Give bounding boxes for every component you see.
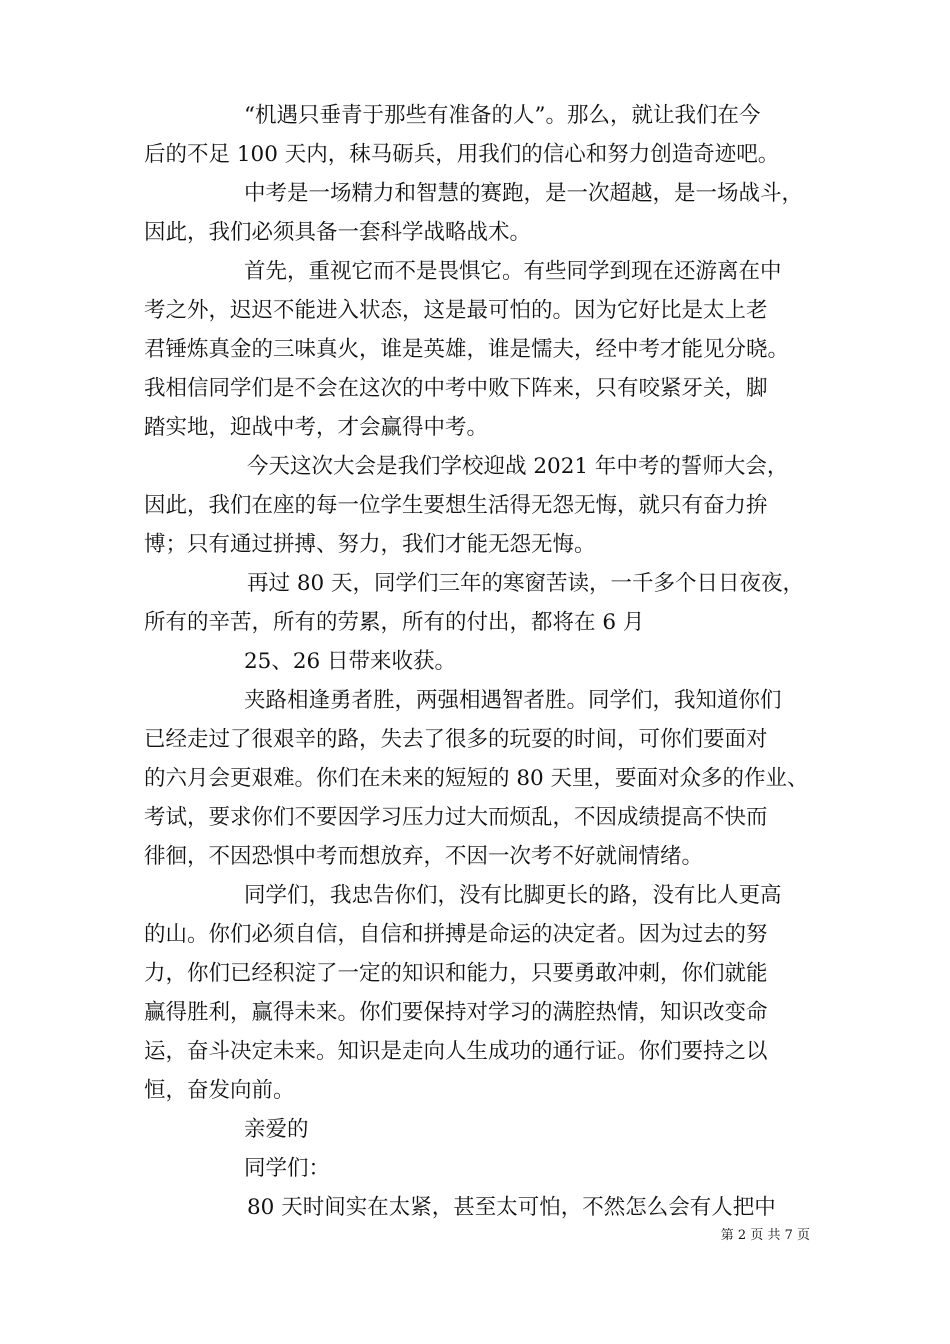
paragraph-line: 首先，重视它而不是畏惧它。有些同学到现在还游离在中 [244, 259, 782, 284]
paragraph-line: 博；只有通过拼搏、努力，我们才能无怨无悔。 [144, 532, 596, 557]
paragraph-line: 考之外，迟迟不能进入状态，这是最可怕的。因为它好比是太上老 [144, 298, 768, 323]
page-number-footer: 第 2 页 共 7 页 [720, 1228, 810, 1243]
paragraph-line: 的六月会更艰难。你们在未来的短短的 80 天里，要面对众多的作业、 [144, 766, 809, 791]
paragraph-line: 君锤炼真金的三味真火，谁是英雄，谁是懦夫，经中考才能见分晓。 [144, 337, 790, 362]
paragraph-line: 夹路相逢勇者胜，两强相遇智者胜。同学们，我知道你们 [244, 688, 782, 713]
paragraph-line: 力，你们已经积淀了一定的知识和能力，只要勇敢冲刺，你们就能 [144, 961, 768, 986]
paragraph-line: 踏实地，迎战中考，才会赢得中考。 [144, 415, 489, 440]
paragraph-line: 因此，我们必须具备一套科学战略战术。 [144, 220, 532, 245]
paragraph-line: 中考是一场精力和智慧的赛跑，是一次超越，是一场战斗， [244, 181, 804, 206]
paragraph-line: 恒，奋发向前。 [144, 1078, 295, 1103]
salutation-line: 亲爱的 [244, 1117, 309, 1142]
salutation-line: 同学们： [244, 1156, 331, 1181]
paragraph-line: 今天这次大会是我们学校迎战 2021 年中考的誓师大会， [247, 454, 789, 479]
paragraph-line: 运，奋斗决定未来。知识是走向人生成功的通行证。你们要持之以 [144, 1039, 768, 1064]
paragraph-line: 徘徊，不因恐惧中考而想放弃，不因一次考不好就闹情绪。 [144, 844, 704, 869]
paragraph-line: 赢得胜利，赢得未来。你们要保持对学习的满腔热情，知识改变命 [144, 1000, 768, 1025]
document-body [144, 96, 814, 1227]
paragraph-line: 80 天时间实在太紧，甚至太可怕，不然怎么会有人把中 [247, 1195, 776, 1220]
paragraph-line: 25、26 日带来收获。 [244, 649, 457, 674]
paragraph-line: 因此，我们在座的每一位学生要想生活得无怨无悔，就只有奋力拚 [144, 493, 768, 518]
paragraph-line: 所有的辛苦，所有的劳累，所有的付出，都将在 6 月 [144, 610, 645, 635]
paragraph-line: 后的不足 100 天内，秣马砺兵，用我们的信心和努力创造奇迹吧。 [144, 142, 780, 167]
paragraph-line: 已经走过了很艰辛的路，失去了很多的玩耍的时间，可你们要面对 [144, 727, 768, 752]
paragraph-line: 我相信同学们是不会在这次的中考中败下阵来，只有咬紧牙关，脚 [144, 376, 768, 401]
paragraph-line: 的山。你们必须自信，自信和拼搏是命运的决定者。因为过去的努 [144, 922, 768, 947]
paragraph-line: 同学们，我忠告你们，没有比脚更长的路，没有比人更高 [244, 883, 782, 908]
paragraph-line: 再过 80 天，同学们三年的寒窗苦读，一千多个日日夜夜， [247, 571, 805, 596]
paragraph-line: “机遇只垂青于那些有准备的人”。那么，就让我们在今 [244, 103, 761, 128]
paragraph-line: 考试，要求你们不要因学习压力过大而烦乱，不因成绩提高不快而 [144, 805, 768, 830]
